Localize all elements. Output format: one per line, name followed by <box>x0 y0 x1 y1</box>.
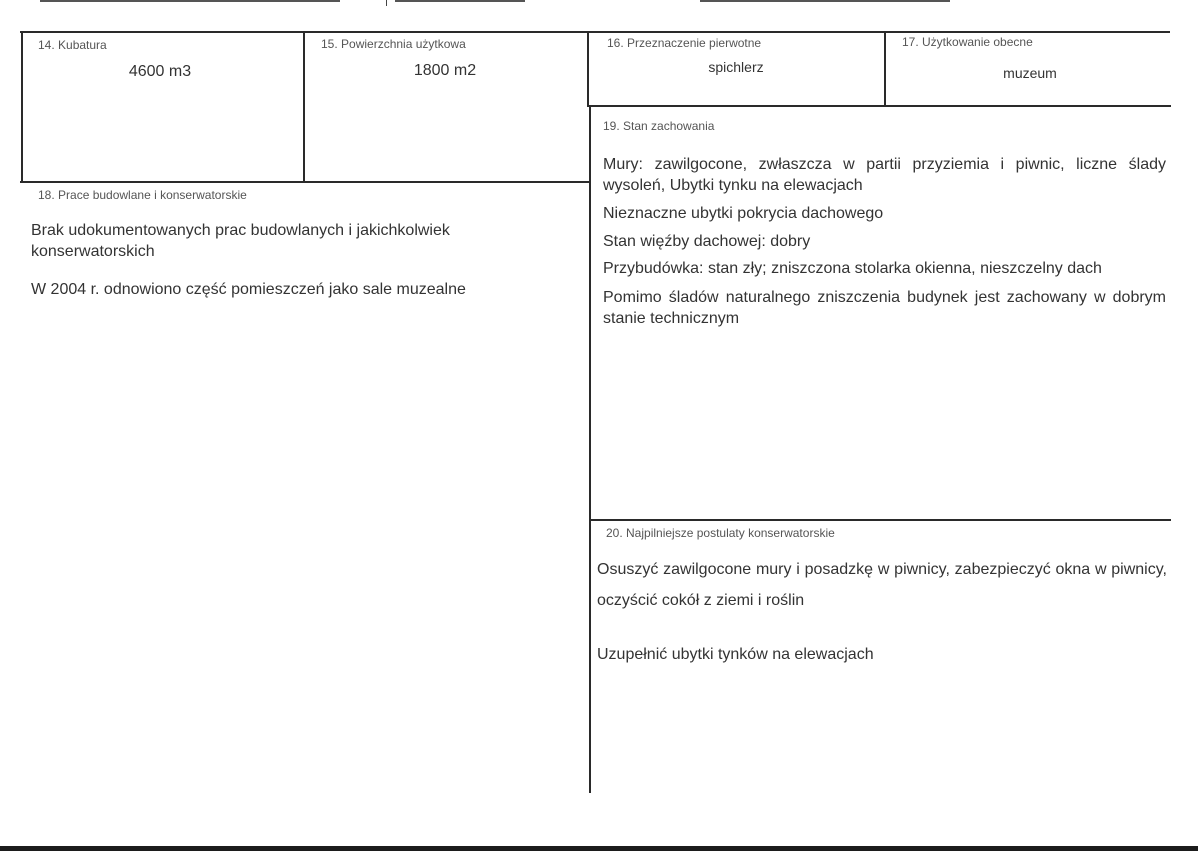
postulaty-paragraph: Osuszyć zawilgocone mury i posadzkę w piwnicy, zabezpieczyć okna w piwnicy, oczyścić cokół z ziemi i roślin <box>597 561 1167 609</box>
scan-mark <box>40 0 340 2</box>
powierzchnia-value: 1800 m2 <box>413 62 477 79</box>
stan-paragraph: Pomimo śladów naturalnego zniszczenia budynek jest zachowany w dobrym stanie technicznym <box>603 289 1166 327</box>
przeznaczenie-label: 16. Przeznaczenie pierwotne <box>607 36 762 50</box>
uzytkowanie-label: 17. Użytkowanie obecne <box>902 35 1033 49</box>
stan-paragraph: Mury: zawilgocone, zwłaszcza w partii przyziemia i piwnic, liczne ślady wysoleń, Ubytki tynku na elewacjach <box>603 156 1166 194</box>
rule-above-20 <box>589 519 1171 521</box>
rule-below-14-15 <box>20 181 590 183</box>
scan-edge-top <box>0 0 1198 3</box>
postulaty-label: 20. Najpilniejsze postulaty konserwatorskie <box>606 526 835 540</box>
scan-mark <box>395 0 525 2</box>
stan-label: 19. Stan zachowania <box>603 119 715 133</box>
prace-label: 18. Prace budowlane i konserwatorskie <box>38 188 247 202</box>
stan-paragraph: Przybudówka: stan zły; zniszczona stolarka okienna, nieszczelny dach <box>603 260 1102 277</box>
postulaty-paragraph: Uzupełnić ubytki tynków na elewacjach <box>597 646 874 663</box>
divider-14-15 <box>303 31 305 183</box>
kubatura-value: 4600 m3 <box>128 63 192 80</box>
prace-paragraph: W 2004 r. odnowiono część pomieszczeń jako sale muzealne <box>31 281 466 298</box>
stan-paragraph: Nieznaczne ubytki pokrycia dachowego <box>603 205 884 222</box>
form-top-rule <box>20 31 1170 33</box>
stan-paragraph: Stan więźby dachowej: dobry <box>603 233 811 250</box>
scan-edge-bottom <box>0 846 1198 851</box>
scan-tick <box>386 0 387 6</box>
uzytkowanie-value: muzeum <box>1003 65 1057 81</box>
divider-16-17 <box>884 31 886 107</box>
prace-paragraph: Brak udokumentowanych prac budowlanych i jakichkolwiek konserwatorskich <box>31 222 450 260</box>
scan-mark <box>700 0 950 2</box>
divider-15-16 <box>587 31 589 107</box>
powierzchnia-label: 15. Powierzchnia użytkowa <box>321 37 466 51</box>
rule-below-16-17 <box>587 105 1171 107</box>
przeznaczenie-value: spichlerz <box>708 59 764 75</box>
center-divider <box>589 105 591 793</box>
form-left-rule <box>21 31 23 183</box>
kubatura-label: 14. Kubatura <box>38 38 107 52</box>
